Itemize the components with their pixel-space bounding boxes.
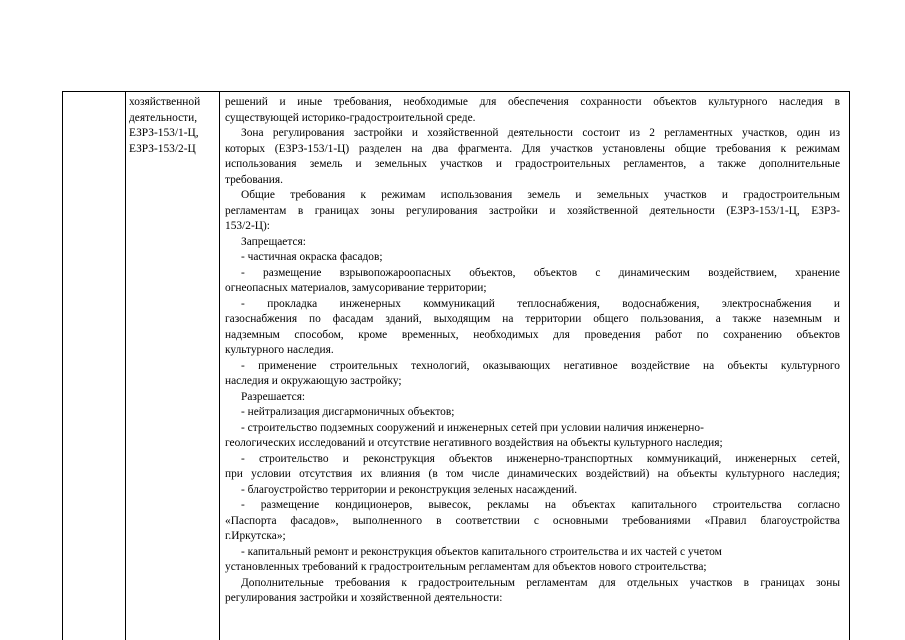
requirement-text-line: решений и иные требования, необходимые для обеспечения сохранности объектов культурного наследия в <box>225 96 840 108</box>
requirement-text-line: Запрещается: <box>241 235 306 248</box>
table-column-number <box>63 92 126 640</box>
requirement-text-line: - размещение кондиционеров, вывесок, рекламы на объектах капитального строительства согласно <box>241 499 840 511</box>
requirement-text-line: - капитальный ремонт и реконструкция объектов капитального строительства и их частей с учетом <box>241 545 722 558</box>
zone-label-line: деятельности, <box>129 111 198 124</box>
requirement-text-line: 153/2-Ц): <box>225 220 270 232</box>
requirement-text-line: культурного наследия. <box>225 344 334 356</box>
requirement-text-line: существующей историко-градостроительной среде. <box>225 111 476 124</box>
zone-label-line: хозяйственной <box>129 96 201 108</box>
requirement-text-line: использования земель и земельных участков и градостроительных регламентов, а также дополнительные <box>225 158 840 170</box>
requirement-text-line: требования. <box>225 173 283 186</box>
requirement-text-line: - применение строительных технологий, оказывающих негативное воздействие на объекты культурного <box>241 359 840 372</box>
requirement-text-line: Разрешается: <box>241 390 306 403</box>
requirement-text-line: надземным способом, кроме временных, необходимых для проведения работ по сохранению объектов <box>225 328 840 341</box>
requirement-text-line: «Паспорта фасадов», выполненного в соответствии с основными требованиями «Правил благоустройства <box>225 514 840 527</box>
requirement-text-line: - благоустройство территории и реконструкция зеленых насаждений. <box>241 483 578 496</box>
requirement-text-line: огнеопасных материалов, замусоривание территории; <box>225 282 487 294</box>
requirement-text-line: Общие требования к режимам использования земель и земельных участков и градостроительным <box>241 189 840 201</box>
requirement-text-line: - строительство и реконструкция объектов инженерно-транспортных коммуникаций, инженерных сетей, <box>241 452 840 465</box>
requirement-text-line: - прокладка инженерных коммуникаций теплоснабжения, водоснабжения, электроснабжения и <box>241 297 840 310</box>
requirement-text-line: Дополнительные требования к градостроительным регламентам для отдельных участков в границах зоны <box>241 576 840 589</box>
table-column-zone <box>126 92 220 640</box>
zone-label-line: ЕЗРЗ-153/1-Ц, <box>129 127 199 139</box>
requirement-text-line: газоснабжения по фасадам зданий, выходящим на территории общего пользования, а также наземным и <box>225 313 840 325</box>
requirement-text-line: г.Иркутска»; <box>225 530 286 542</box>
requirement-text-line: установленных требований к градостроительным регламентам для объектов нового строительства; <box>225 561 707 573</box>
requirement-text-line: - размещение взрывопожароопасных объектов, объектов с динамическим воздействием, хранение <box>241 266 840 279</box>
regulation-table <box>62 91 850 640</box>
requirement-text-line: геологических исследований и отсутствие негативного воздействия на объекты культурного наследия; <box>225 437 723 449</box>
requirement-text-line: которых (ЕЗРЗ-153/1-Ц) разделен на два фрагмента. Для участков установлены общие требования к режимам <box>225 142 840 155</box>
requirement-text-line: регулирования застройки и хозяйственной деятельности: <box>225 592 503 604</box>
requirement-text-line: - строительство подземных сооружений и инженерных сетей при условии наличия инженерно- <box>241 421 704 434</box>
requirement-text-line: наследия и окружающую застройку; <box>225 375 402 387</box>
requirement-text-line: - частичная окраска фасадов; <box>241 251 383 263</box>
requirement-text-line: Зона регулирования застройки и хозяйственной деятельности состоит из 2 регламентных участков, один из <box>241 127 840 139</box>
zone-label-line: ЕЗРЗ-153/2-Ц <box>129 142 196 155</box>
requirement-text-line: при условии отсутствия их влияния (в том числе динамических воздействий) на объекты культурного наследия; <box>225 468 840 480</box>
requirement-text-line: - нейтрализация дисгармоничных объектов; <box>241 406 455 418</box>
table-column-requirements <box>220 92 850 640</box>
requirement-text-line: регламентам в границах зоны регулирования застройки и хозяйственной деятельности (ЕЗРЗ-153/1-Ц, ЕЗРЗ- <box>225 204 840 217</box>
